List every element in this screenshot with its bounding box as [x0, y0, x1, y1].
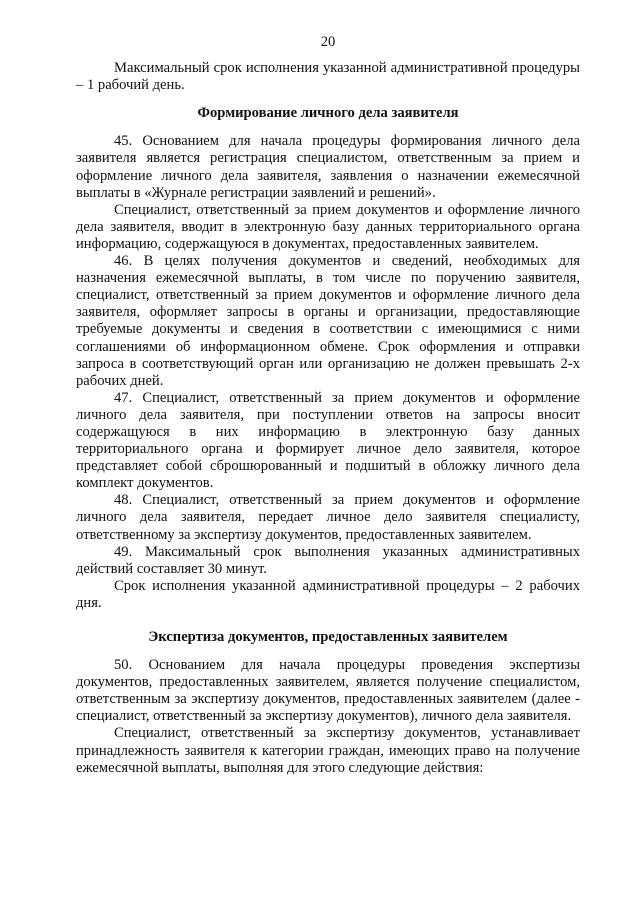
paragraph-47: 47. Специалист, ответственный за прием документов и оформление личного дела заявителя, при поступлении ответов на запросы вносит содержащуюся в них информацию в электронную базу данных территориального органа и формирует личное дело заявителя, которое представляет собой сброшюрованный и подшитый в обложку личного дела комплект документов. [76, 389, 580, 492]
paragraph-term-2-days: Срок исполнения указанной административной процедуры – 2 рабочих дня. [76, 577, 580, 611]
paragraph-45-specialist: Специалист, ответственный за прием документов и оформление личного дела заявителя, вводит в электронную базу данных территориального органа информацию, содержащуюся в документах, предоставленных заявителем. [76, 201, 580, 252]
paragraph-max-term: Максимальный срок исполнения указанной административной процедуры – 1 рабочий день. [76, 60, 580, 94]
page-number: 20 [320, 34, 336, 50]
heading-personal-file: Формирование личного дела заявителя [197, 105, 459, 122]
paragraph-50-specialist: Специалист, ответственный за экспертизу документов, устанавливает принадлежность заявителя к категории граждан, имеющих право на получение ежемесячной выплаты, выполняя для этого следующие действия: [76, 725, 580, 776]
paragraph-49: 49. Максимальный срок выполнения указанных административных действий составляет 30 минут. [76, 543, 580, 577]
paragraph-50: 50. Основанием для начала процедуры проведения экспертизы документов, предоставленных заявителем, является получение специалистом, ответственным за экспертизу документов, предоставленных заявителем (далее - специалист, ответственный за экспертизу документов), личного дела заявителя. [76, 657, 580, 725]
paragraph-45: 45. Основанием для начала процедуры формирования личного дела заявителя является регистрация специалистом, ответственным за прием и оформление личного дела заявителя, заявления о назначении ежемесячной выплаты в «Журнале регистрации заявлений и решений». [76, 133, 580, 201]
paragraph-46: 46. В целях получения документов и сведений, необходимых для назначения ежемесячной выплаты, в том числе по поручению заявителя, специалист, ответственный за прием документов и оформление личного дела заявителя, оформляет запросы в органы и организации, предоставляющие требуемые документы и сведения в соответствии с имеющимися с ними соглашениями об информационном обмене. Срок оформления и отправки запроса в соответствующий орган или организацию не должен превышать 2-х рабочих дней. [76, 253, 580, 389]
heading-expertise: Экспертиза документов, предоставленных заявителем [148, 629, 508, 645]
paragraph-48: 48. Специалист, ответственный за прием документов и оформление личного дела заявителя, передает личное дело заявителя специалисту, ответственному за экспертизу документов, предоставленных заявителем. [76, 492, 580, 543]
document-page [76, 34, 580, 777]
